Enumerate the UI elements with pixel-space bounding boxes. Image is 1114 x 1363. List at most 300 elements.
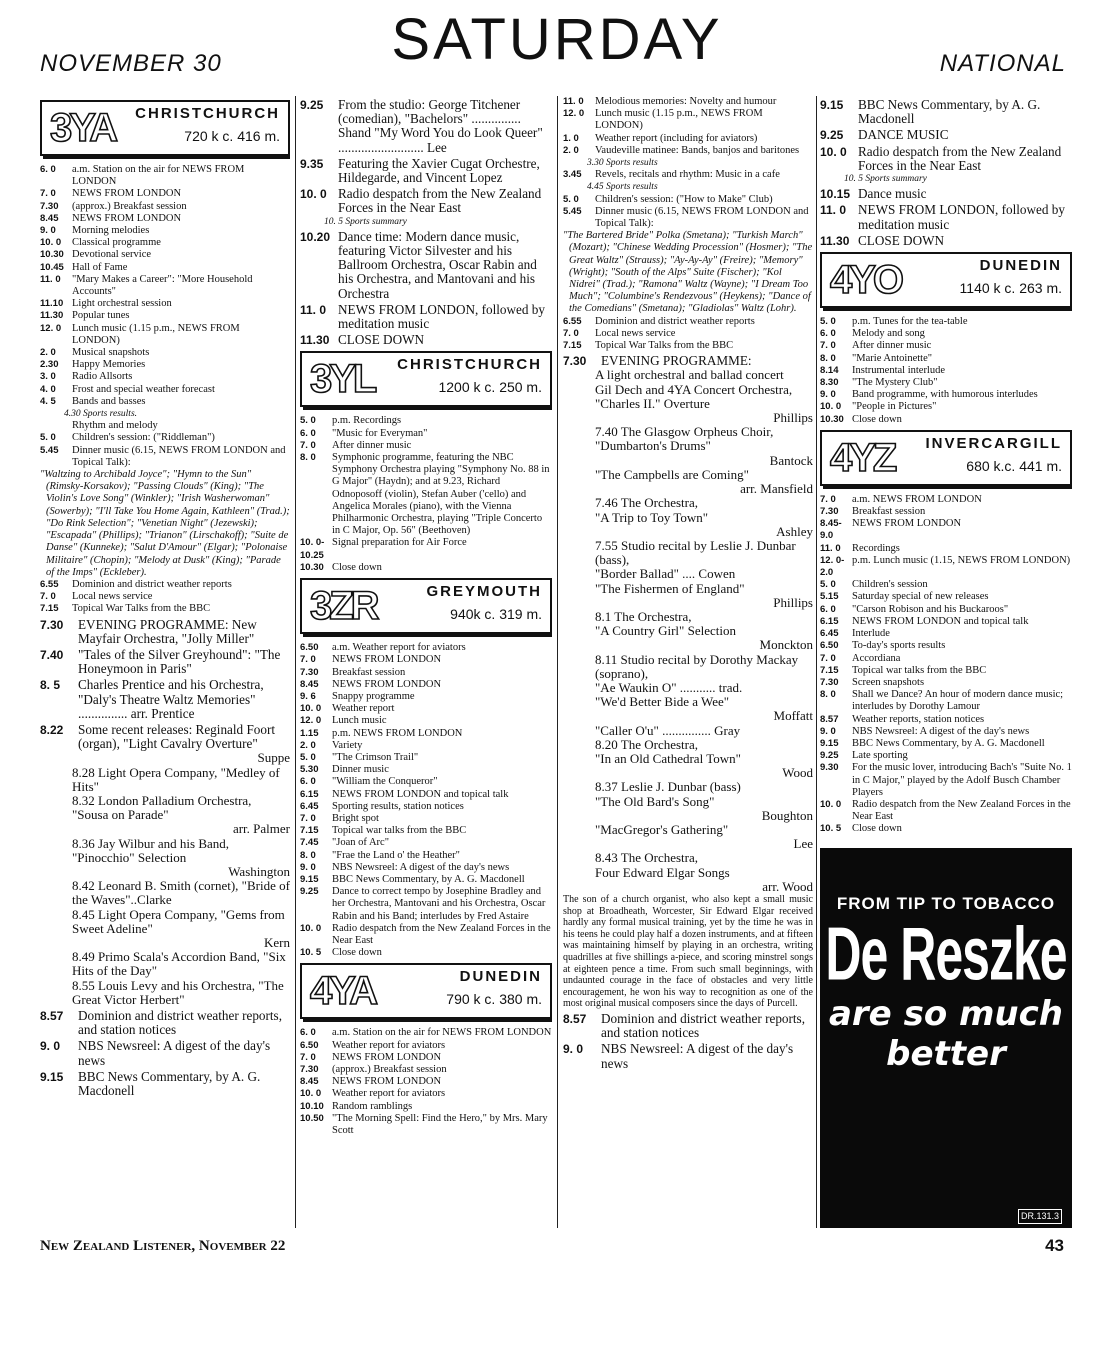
program-text: Symphonic programme, featuring the NBC Symphony Orchestra playing "Symphony No. 88 in G Major" (Haydn); and at 9.23, Richard Odnoposoff (violin), Stefan Auber ('cello) and Angelica Morales (piano), with the Vienna Philharmonic Orchestra, playing "Triple Concerto in C Major, Op. 56" (Beethoven) — [332, 452, 550, 537]
program-text: Topical War Talks from the BBC — [72, 603, 211, 615]
program-text: Topical War Talks from the BBC — [595, 340, 734, 352]
program-time: 10.20 — [300, 229, 331, 244]
page-footer — [40, 1238, 1070, 1255]
de-reszke-advert — [820, 848, 1072, 1228]
program-text: Charles Prentice and his Orchestra, "Daly's Theatre Waltz Memories" ............... arr. Prentice — [78, 677, 264, 721]
program-row — [820, 518, 1072, 542]
program-row — [300, 230, 552, 301]
program-item: 8.20 The Orchestra, — [595, 736, 699, 752]
program-row — [300, 728, 552, 740]
program-row — [300, 1076, 552, 1088]
page-header — [0, 0, 1114, 90]
program-row — [820, 316, 1072, 328]
program-row — [820, 340, 1072, 352]
program-time: 5. 0 — [820, 579, 836, 591]
program-row — [563, 316, 813, 328]
program-time: 6.15 — [300, 788, 319, 800]
station-city: CHRISTCHURCH — [397, 356, 542, 374]
program-time: 7.30 — [40, 617, 64, 632]
program-text: Instrumental interlude — [852, 364, 946, 376]
station-city: INVERCARGILL — [925, 434, 1062, 452]
program-time: 12. 0-2.0 — [820, 554, 845, 579]
elgar-note: The son of a church organist, who also kept a small music shop at Broadheath, Worcester, Sir Edward Elgar received hardly any formal musical training, yet by the time he was in his teens he could play half a dozen instruments, and at fifteen was maintaining himself by playing in an orchestra, writing quadrilles at five shillings a-piece, and scoring minstrel songs at eighteen pence a time. From such small beginnings, with undaunted courage in the face of obstacles and very little encouragement, he won his way to recognition as one of the most original musical composers since the days of Purcell. — [563, 893, 813, 1010]
program-text: "Tales of the Silver Greyhound": "The Honeymoon in Paris" — [78, 646, 281, 677]
program-text: Dance music — [858, 186, 927, 202]
program-row — [40, 371, 290, 383]
ad-code: DR.131.3 — [1018, 1209, 1062, 1223]
program-row — [820, 750, 1072, 762]
program-row — [820, 628, 1072, 640]
program-item: Monckton — [759, 637, 813, 653]
program-time: 6. 0 — [300, 776, 316, 788]
program-item: Washington — [228, 863, 290, 879]
program-time: 7. 0 — [300, 812, 316, 824]
program-time: 10. 5 — [300, 947, 322, 959]
program-row — [300, 789, 552, 801]
program-item: 8.37 Leslie J. Dunbar (bass) — [595, 779, 741, 795]
station-city: DUNEDIN — [979, 257, 1062, 275]
ad-slogan-1: are so much — [828, 993, 1064, 1034]
program-text: Late sporting — [852, 750, 908, 762]
program-text: NBS Newsreel: A digest of the day's news — [852, 725, 1030, 737]
program-text: Breakfast session — [852, 506, 926, 518]
program-item: Boughton — [761, 807, 813, 823]
program-row — [820, 494, 1072, 506]
program-row — [300, 157, 552, 185]
program-text: Saturday special of new releases — [852, 591, 989, 603]
program-text: (approx.) Breakfast session — [332, 1063, 447, 1075]
program-text: CLOSE DOWN — [858, 232, 945, 248]
program-time: 7.30 — [820, 506, 839, 518]
program-text: "People in Pictures" — [852, 401, 937, 413]
program-time: 2.30 — [40, 359, 59, 371]
program-item: "We'd Better Bide a Wee" — [595, 694, 730, 710]
program-row — [40, 249, 290, 261]
program-time: 6. 0 — [820, 603, 836, 615]
program-text: Close down — [332, 561, 382, 573]
program-time: 9. 0 — [40, 1039, 61, 1054]
program-row — [820, 689, 1072, 713]
program-item: 8.43 The Orchestra, — [595, 850, 699, 866]
program-row — [300, 923, 552, 947]
program-time: 6.15 — [820, 615, 839, 627]
program-text: Children's session — [852, 579, 928, 591]
program-time: 12. 0 — [300, 715, 322, 727]
program-text: Radio despatch from the New Zealand Forces in the Near East — [338, 186, 542, 216]
program-time: 10.50 — [300, 1112, 324, 1124]
program-text: BBC News Commentary, by A. G. Macdonell — [852, 737, 1045, 749]
station-call: 4YA — [310, 969, 376, 1014]
program-time: 10.30 — [300, 561, 324, 573]
program-item: "MacGregor's Gathering" — [595, 821, 729, 837]
program-time: 5. 0 — [563, 193, 579, 205]
program-item: "Ae Waukin O" ........... trad. — [595, 679, 743, 695]
program-time: 9. 0 — [820, 725, 836, 737]
program-text: Dinner music (6.15, NEWS FROM LONDON and Topical Talk): — [595, 205, 809, 230]
program-time: 6. 0 — [300, 1027, 316, 1039]
program-time: 11.30 — [40, 310, 64, 322]
program-time: 6.50 — [820, 640, 839, 652]
program-row — [820, 604, 1072, 616]
program-time: 8.57 — [820, 713, 839, 725]
program-text: Dominion and district weather reports — [72, 578, 232, 590]
program-item: 8.49 Primo Scala's Accordion Band, "Six Hits of the Day" — [72, 949, 286, 979]
program-time: 8.57 — [563, 1011, 587, 1026]
station-city: GREYMOUTH — [426, 583, 542, 601]
program-time: 10. 0 — [300, 922, 322, 934]
program-text: BBC News Commentary, by A. G. Macdonell — [858, 97, 1041, 127]
program-text: NEWS FROM LONDON — [72, 188, 182, 200]
column-3 — [563, 96, 813, 1228]
program-row — [820, 799, 1072, 823]
program-row — [563, 1042, 813, 1070]
program-time: 9. 0 — [300, 861, 316, 873]
program-text: NEWS FROM LONDON — [332, 678, 442, 690]
program-text: Melodious memories: Novelty and humour — [595, 96, 777, 107]
program-row — [820, 714, 1072, 726]
program-text: Morning melodies — [72, 225, 150, 237]
program-row — [820, 353, 1072, 365]
program-text: Bright spot — [332, 812, 379, 824]
program-text: Signal preparation for Air Force — [332, 537, 467, 549]
program-row — [563, 328, 813, 340]
program-row — [820, 401, 1072, 413]
program-text: Close down — [852, 413, 902, 425]
program-row — [820, 98, 1072, 126]
program-time: 3.45 — [563, 169, 582, 181]
program-row — [820, 616, 1072, 628]
program-text: Lunch music (1.15 p.m., NEWS FROM LONDON) — [72, 322, 240, 346]
program-row — [300, 1040, 552, 1052]
program-row — [40, 591, 290, 603]
program-item: Wood — [782, 765, 813, 781]
station-call: 3ZR — [310, 584, 377, 629]
program-row — [300, 654, 552, 666]
program-time: 7.15 — [40, 603, 59, 615]
program-row — [40, 579, 290, 591]
program-time: 10.45 — [40, 261, 64, 273]
program-text: EVENING PROGRAMME: — [601, 353, 752, 369]
program-row — [300, 452, 552, 537]
program-row — [563, 354, 813, 368]
program-time: 8. 0 — [300, 849, 316, 861]
program-time: 6.50 — [300, 1039, 319, 1051]
station-freq: 1200 k c. 250 m. — [438, 379, 542, 396]
program-entry: Rhythm and melody — [72, 420, 158, 432]
program-item: Moffatt — [773, 708, 813, 724]
program-time: 7.45 — [300, 837, 319, 849]
program-item: Gil Dech and 4YA Concert Orchestra, — [595, 381, 793, 397]
station-box-4yo — [820, 252, 1072, 308]
program-time: 7.30 — [300, 666, 319, 678]
program-time: 10. 5 — [820, 823, 842, 835]
program-row — [300, 333, 552, 347]
ad-tagline: FROM TIP TO TOBACCO — [836, 893, 1056, 913]
program-text: a.m. Station on the air for NEWS FROM LONDON — [332, 1027, 552, 1039]
program-text: Lunch music (1.15 p.m., NEWS FROM LONDON) — [595, 108, 763, 132]
program-time: 7.30 — [40, 200, 59, 212]
program-row — [40, 237, 290, 249]
program-row — [40, 603, 290, 615]
program-item: "In an Old Cathedral Town" — [595, 750, 741, 766]
program-text: (approx.) Breakfast session — [72, 200, 187, 212]
program-row — [563, 145, 813, 157]
sub-note: 4.45 Sports results — [587, 182, 658, 193]
program-time: 9.25 — [300, 886, 319, 898]
program-time: 7.30 — [820, 676, 839, 688]
program-row — [40, 213, 290, 225]
program-row — [563, 1012, 813, 1040]
program-item: 8.11 Studio recital by Dorothy Mackay (soprano), — [595, 651, 799, 681]
program-text: BBC News Commentary, by A. G. Macdonell — [78, 1068, 261, 1099]
program-text: "Music for Everyman" — [332, 427, 428, 439]
program-row — [820, 203, 1072, 231]
page-number: 43 — [1045, 1236, 1064, 1255]
station-call: 3YL — [310, 357, 375, 402]
program-row — [300, 667, 552, 679]
station-call: 4YZ — [830, 435, 895, 480]
program-text: NEWS FROM LONDON and topical talk — [332, 788, 509, 800]
program-time: 7. 0 — [300, 1051, 316, 1063]
program-time: 5.30 — [300, 764, 319, 776]
program-row — [40, 188, 290, 200]
program-time: 10. 0 — [300, 187, 327, 202]
program-time: 9.15 — [820, 737, 839, 749]
program-item: "Dumbarton's Drums" — [595, 438, 711, 454]
program-row — [40, 274, 290, 298]
program-row — [40, 648, 290, 676]
program-text: "Marie Antoinette" — [852, 352, 933, 364]
program-row — [40, 396, 290, 408]
program-text: Dominion and district weather reports — [595, 315, 755, 327]
program-time: 7.15 — [563, 340, 582, 352]
program-text: Sporting results, station notices — [332, 800, 464, 812]
program-time: 8.45 — [40, 212, 59, 224]
program-row — [300, 303, 552, 331]
program-row — [40, 310, 290, 322]
program-time: 7. 0 — [820, 340, 836, 352]
program-text: Dinner music — [332, 764, 389, 776]
program-text: NEWS FROM LONDON, followed by meditation music — [858, 202, 1065, 232]
program-text: Variety — [332, 739, 363, 751]
program-text: Weather report for aviators — [332, 1088, 446, 1100]
program-row — [300, 1064, 552, 1076]
station-freq: 1140 k c. 263 m. — [959, 280, 1062, 297]
program-text: Children's session: ("Riddleman") — [72, 432, 215, 444]
program-item: Kern — [264, 934, 290, 950]
program-row — [300, 537, 552, 561]
program-time: 10. 0 — [300, 703, 322, 715]
program-row — [40, 1039, 290, 1067]
program-row — [300, 862, 552, 874]
program-text: Hall of Fame — [72, 261, 128, 273]
program-time: 8.45 — [300, 1076, 319, 1088]
program-row — [820, 823, 1072, 835]
program-text: "The Crimson Trail" — [332, 751, 419, 763]
program-time: 5.45 — [563, 205, 582, 217]
program-row — [300, 679, 552, 691]
program-row — [820, 128, 1072, 142]
program-text: Melody and song — [852, 328, 925, 340]
program-row — [820, 640, 1072, 652]
program-row — [300, 715, 552, 727]
program-time: 5. 0 — [820, 316, 836, 328]
program-time: 5.45 — [40, 444, 59, 456]
program-row — [300, 691, 552, 703]
program-time: 11. 0 — [820, 203, 847, 218]
program-row — [300, 1088, 552, 1100]
program-text: "Joan of Arc" — [332, 837, 389, 849]
program-time: 6. 0 — [300, 427, 316, 439]
program-text: Dance time: Modern dance music, featuring Victor Silvester and his Ballroom Orchestra, Oscar Rabin and his Orchestra, and Mantovani and his Orchestra — [338, 228, 537, 301]
program-time: 10. 0-10.25 — [300, 537, 325, 561]
program-text: NBS Newsreel: A digest of the day's news — [332, 861, 510, 873]
program-row — [300, 886, 552, 923]
station-freq: 680 k.c. 441 m. — [966, 457, 1062, 474]
program-row — [820, 389, 1072, 401]
program-text: Dinner music (6.15, NEWS FROM LONDON and Topical Talk): — [72, 444, 286, 468]
composer: Suppe — [257, 750, 290, 766]
program-time: 8.57 — [40, 1009, 64, 1023]
program-text: "Frae the Land o' the Heather" — [332, 849, 460, 861]
program-item: Phillips — [773, 410, 813, 426]
program-time: 6.50 — [300, 642, 319, 654]
program-text: NEWS FROM LONDON — [852, 518, 962, 530]
program-time: 8.14 — [820, 364, 839, 376]
program-time: 9.15 — [820, 98, 844, 112]
program-text: Dance to correct tempo by Josephine Bradley and her Orchestra, Mantovani and his Orchestra, Oscar Rabin and his Band; interludes by Fred Astaire — [332, 886, 546, 922]
program-row — [820, 234, 1072, 248]
program-time: 10.30 — [820, 413, 844, 425]
program-row — [563, 194, 813, 206]
program-time: 9.35 — [300, 156, 324, 171]
program-row — [820, 414, 1072, 426]
program-text: a.m. Station on the air for NEWS FROM LONDON — [72, 164, 245, 188]
header-date: NOVEMBER 30 — [40, 50, 222, 77]
program-text: "The Mystery Club" — [852, 377, 938, 389]
program-row — [300, 440, 552, 452]
program-row — [40, 164, 290, 188]
program-text: Light orchestral session — [72, 298, 172, 310]
program-row — [820, 506, 1072, 518]
sub-note: 3.30 Sports results — [587, 158, 658, 169]
program-time: 11.30 — [820, 233, 850, 248]
program-row — [820, 543, 1072, 555]
program-row — [820, 677, 1072, 689]
program-text: "The Morning Spell: Find the Hero," by Mrs. Mary Scott — [332, 1112, 548, 1136]
program-time: 8. 0 — [820, 352, 836, 364]
program-time: 7. 0 — [820, 493, 836, 505]
program-text: Weather report for aviators — [332, 1039, 446, 1051]
station-box-3ya — [40, 100, 290, 156]
program-time: 7. 0 — [40, 188, 56, 200]
program-item: 8.42 Leonard B. Smith (cornet), "Bride of the Waves"..Clarke — [72, 878, 290, 908]
program-item: "A Trip to Toy Town" — [595, 509, 709, 525]
dinner-music-list: "The Bartered Bride" Polka (Smetana); "Turkish March" (Mozart); "Chinese Wedding Procession" (Hosmer); "The Great Waltz" (Strauss); "Ay-Ay-Ay" (Freire); "Memory" (Wright); "South of the Alps" Suite (Fischer); "Kol Nidrei" (Trad.); "Ramona" Waltz (Wayne); "I Dream Too Much"; "Columbine's Rendezvous" (Heykens); "Dance of the Comedians" (Smetana); "Gladiolas" Waltz (Lohr). — [563, 230, 813, 315]
program-item: Lee — [793, 836, 813, 852]
program-item: "A Country Girl" Selection — [595, 623, 736, 639]
program-row — [563, 169, 813, 181]
dinner-music-list: "Waltzing to Archibald Joyce"; "Hymn to the Sun" (Rimsky-Korsakov); "Passing Clouds" (King); "The Violin's Love Song" (Winkler); "Irish Washerwoman" (Sowerby); "I'll Take You Home Again, Kathleen" (Trad.); "Do Rink Selection"; "Venetian Night" (Jezewski); "Escapada" (Phillips); "Trianon" (Lirschakoff); "Suite de Danse" (Kunneke); "Salut D'Amour" (Elgar); "Polonaise Militaire" (Chopin); "Melody at Dusk" (King); "Parade of the Imps" (Eckleber). — [40, 469, 290, 578]
program-time: 9. 0 — [563, 1042, 584, 1057]
program-item: 8.28 Light Opera Company, "Medley of Hits" — [72, 764, 280, 794]
program-time: 6.55 — [40, 578, 59, 590]
program-time: 9.25 — [820, 750, 839, 762]
program-row — [300, 1113, 552, 1137]
header-network: NATIONAL — [939, 50, 1066, 77]
program-text: p.m. Recordings — [332, 415, 402, 427]
program-row — [820, 738, 1072, 750]
program-row — [563, 96, 813, 108]
program-text: BBC News Commentary, by A. G. Macdonell — [332, 873, 525, 885]
program-text: DANCE MUSIC — [858, 127, 949, 143]
program-row — [300, 752, 552, 764]
program-item: "Border Ballad" .... Cowen — [595, 566, 736, 582]
program-row — [820, 187, 1072, 201]
program-time: 7. 0 — [300, 654, 316, 666]
program-time: 10. 0 — [40, 237, 62, 249]
station-city: CHRISTCHURCH — [135, 105, 280, 122]
program-text: From the studio: George Titchener (comedian), "Bachelors" ............... Shand "My Word You do Look Queer" .......................... Lee — [338, 97, 543, 155]
program-row — [40, 359, 290, 371]
program-time: 10. 0 — [820, 401, 842, 413]
program-row — [300, 825, 552, 837]
program-row — [820, 762, 1072, 799]
program-text: NEWS FROM LONDON — [332, 654, 442, 666]
program-row — [563, 108, 813, 132]
program-row — [40, 1009, 290, 1037]
station-call: 3YA — [50, 106, 116, 150]
program-text: Bands and basses — [72, 395, 146, 407]
program-item: 8.45 Light Opera Company, "Gems from Sweet Adeline" — [72, 906, 285, 936]
program-time: 6. 0 — [820, 328, 836, 340]
program-time: 7.30 — [300, 1063, 319, 1075]
program-time: 8. 0 — [300, 452, 316, 464]
program-text: Close down — [852, 823, 902, 835]
program-row — [40, 678, 290, 721]
program-text: Popular tunes — [72, 310, 130, 322]
program-row — [300, 98, 552, 155]
column-2 — [300, 96, 552, 1228]
program-text: Revels, recitals and rhythm: Music in a cafe — [595, 169, 780, 181]
program-time: 2. 0 — [40, 347, 56, 359]
ad-brand: De Reszke — [825, 911, 1067, 996]
station-freq: 790 k c. 380 m. — [446, 991, 542, 1008]
program-time: 2. 0 — [563, 144, 579, 156]
program-row — [40, 432, 290, 444]
program-time: 8.45-9.0 — [820, 518, 842, 542]
station-box-3zr — [300, 578, 552, 634]
program-text: Happy Memories — [72, 359, 146, 371]
station-freq: 940k c. 319 m. — [450, 606, 542, 623]
program-text: Accordiana — [852, 652, 901, 664]
program-row — [300, 562, 552, 574]
program-text: NBS Newsreel: A digest of the day's news — [601, 1041, 794, 1071]
program-time: 8.22 — [40, 722, 64, 737]
program-time: 9.25 — [300, 98, 324, 112]
program-item: arr. Mansfield — [740, 481, 813, 497]
station-box-3yl — [300, 351, 552, 407]
footer-publication: New Zealand Listener, November 22 — [40, 1238, 286, 1254]
program-item: A light orchestral and ballad concert — [595, 367, 784, 383]
program-row — [300, 776, 552, 788]
program-text: Classical programme — [72, 237, 161, 249]
station-box-4ya — [300, 963, 552, 1019]
program-row — [300, 764, 552, 776]
program-time: 7.15 — [820, 664, 839, 676]
program-row — [300, 947, 552, 959]
program-row — [300, 1052, 552, 1064]
